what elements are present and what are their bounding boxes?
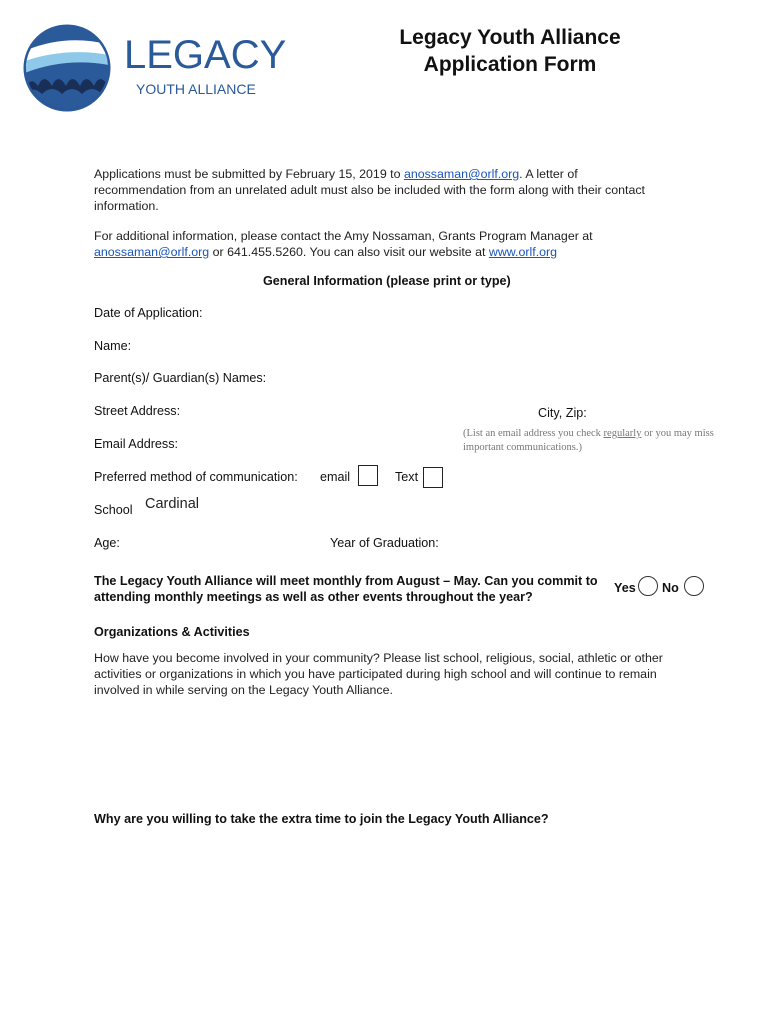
no-label: No xyxy=(662,581,679,595)
date-of-application-label: Date of Application: xyxy=(94,306,203,320)
legacy-logo-icon xyxy=(22,22,292,114)
city-zip-label: City, Zip: xyxy=(538,406,587,420)
school-label: School xyxy=(94,503,133,517)
intro-paragraph-1: Applications must be submitted by February 15, 2019 to anossaman@orlf.org. A letter of recommendation from an unrelated adult must also be included with the form along with their contact information. xyxy=(94,167,645,213)
email-link-2[interactable]: anossaman@orlf.org xyxy=(94,245,210,259)
title-line2: Application Form xyxy=(423,53,597,76)
email-checkbox[interactable] xyxy=(358,465,378,486)
intro-paragraph-2: For additional information, please contact the Amy Nossaman, Grants Program Manager at anossaman@orlf.org or 641.455.5260. You can also visit our website at www.orlf.org xyxy=(94,229,593,259)
year-of-graduation-label: Year of Graduation: xyxy=(330,536,439,550)
text-checkbox[interactable] xyxy=(423,467,443,488)
logo-line1: LEGACY xyxy=(124,33,287,77)
no-radio[interactable] xyxy=(684,576,704,596)
yes-radio[interactable] xyxy=(638,576,658,596)
page-title xyxy=(360,24,660,78)
street-address-label: Street Address: xyxy=(94,404,181,418)
pref-email-label: email xyxy=(320,470,351,484)
email-link[interactable]: anossaman@orlf.org xyxy=(403,167,520,181)
organizations-prompt: How have you become involved in your community? Please list school, religious, social, athletic or other activities or organizations in which you have participated during high school and will continue to remain involved in while serving on the Legacy Youth Alliance. xyxy=(94,651,663,697)
preferred-communication-label: Preferred method of communication: xyxy=(94,470,298,484)
organizations-heading: Organizations & Activities xyxy=(94,625,250,639)
pref-text-label: Text xyxy=(395,470,419,484)
organization-logo xyxy=(22,22,292,114)
general-info-heading: General Information (please print or type) xyxy=(263,274,511,288)
age-label: Age: xyxy=(94,536,120,550)
email-note: (List an email address you check regularly or you may miss important communications.) xyxy=(463,428,714,453)
email-address-label: Email Address: xyxy=(94,437,178,451)
why-join-question: Why are you willing to take the extra time to join the Legacy Youth Alliance? xyxy=(94,812,549,826)
title-line1: Legacy Youth Alliance xyxy=(399,26,621,49)
commitment-question: The Legacy Youth Alliance will meet monthly from August – May. Can you commit to attending monthly meetings as well as other events throughout the year? xyxy=(94,574,598,604)
website-link[interactable]: www.orlf.org xyxy=(488,245,558,259)
school-input[interactable]: Cardinal xyxy=(145,496,199,512)
yes-label: Yes xyxy=(614,581,636,595)
name-label: Name: xyxy=(94,339,132,353)
parents-label: Parent(s)/ Guardian(s) Names: xyxy=(94,371,267,385)
logo-line2: YOUTH ALLIANCE xyxy=(136,81,256,97)
